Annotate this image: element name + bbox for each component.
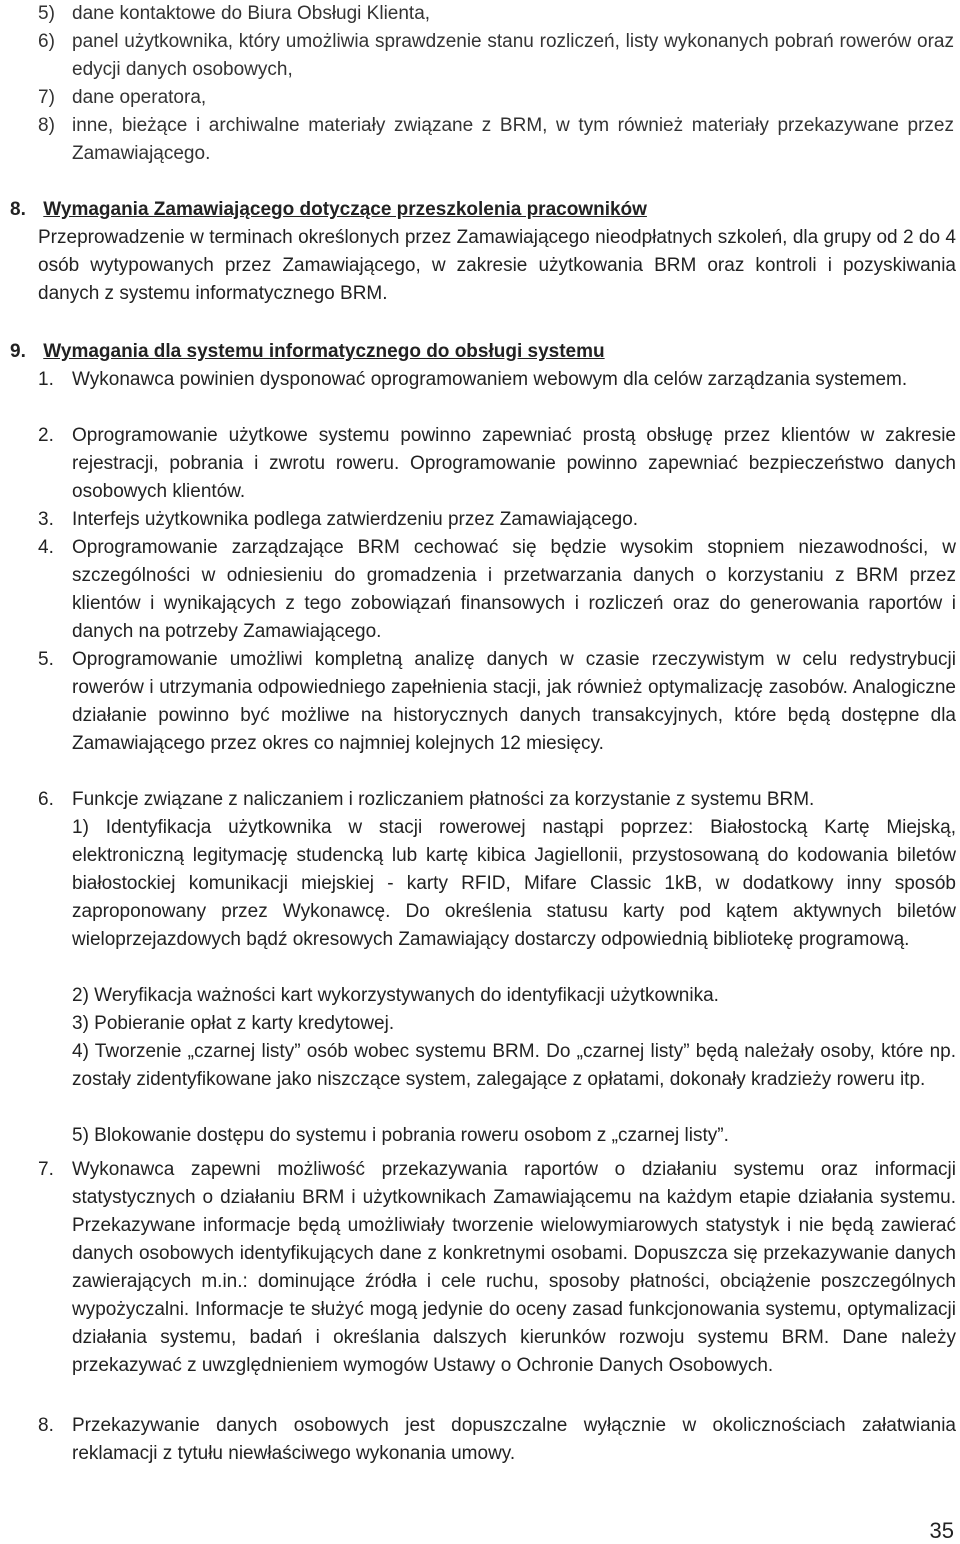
section-heading	[10, 338, 950, 366]
list-item-number: 6.	[38, 789, 54, 810]
list-item-text: Wykonawca zapewni możliwość przekazywania raportów o działaniu systemu oraz informacji statystycznych o działaniu BRM i użytkownikach Zamawiającemu na każdym etapie działania systemu. Przekazywane informacje będą umożliwiały tworzenie wielowymiarowych statystyk i nie będą zawierać danych osobowych identyfikujących dane z konkretnymi osobami. Dopuszcza się przekazywanie danych zawierających m.in.: dominujące źródła i cele ruchu, sposoby płatności, obciążenie poszczególnych wypożyczalni. Informacje te służyć mogą jedynie do oceny zasad funkcjonowania systemu, optymalizacji działania systemu, badań i określania dalszych kierunków rozwoju systemu BRM. Dane należy przekazywać z uwzględnieniem wymogów Ustawy o Ochronie Danych Osobowych.	[72, 1159, 956, 1376]
list-item-number: 3.	[38, 509, 54, 530]
list-item-number: 7.	[38, 1159, 54, 1180]
list-item-number: 7)	[38, 87, 55, 108]
list-item-text: panel użytkownika, który umożliwia sprawdzenie stanu rozliczeń, listy wykonanych pobrań rowerów oraz edycji danych osobowych,	[72, 31, 954, 80]
section-title: Wymagania Zamawiającego dotyczące przeszkolenia pracowników	[43, 199, 647, 220]
section-title: Wymagania dla systemu informatycznego do obsługi systemu	[43, 341, 605, 362]
list-item-text: Oprogramowanie umożliwi kompletną analizę danych w czasie rzeczywistym w celu redystrybucji rowerów i utrzymania odpowiedniego zapełnienia stacji, jak również optymalizację zasobów. Analogiczne działanie powinno być możliwe na historycznych danych transakcyjnych, które będą dostępne dla Zamawiającego przez okres co najmniej kolejnych 12 miesięcy.	[72, 649, 956, 754]
page-number: 35	[929, 1518, 954, 1543]
list-item-number: 5.	[38, 649, 54, 670]
list-item-number: 8)	[38, 115, 55, 136]
list-item-text: Wykonawca powinien dysponować oprogramowaniem webowym dla celów zarządzania systemem.	[72, 369, 908, 390]
list-item-number: 6)	[38, 31, 55, 52]
list-item-text: dane kontaktowe do Biura Obsługi Klienta,	[72, 3, 431, 24]
section-body: Przeprowadzenie w terminach określonych przez Zamawiającego nieodpłatnych szkoleń, dla grupy od 2 do 4 osób wytypowanych przez Zamawiającego, w zakresie użytkowania BRM oraz kontroli i pozyskiwania danych z systemu informatycznego BRM.	[38, 227, 956, 304]
list-item-number: 4.	[38, 537, 54, 558]
list-item-text: inne, bieżące i archiwalne materiały związane z BRM, w tym również materiały przekazywane przez Zamawiającego.	[72, 115, 954, 164]
list-item-text: Oprogramowanie użytkowe systemu powinno zapewniać prostą obsługę przez klientów w zakresie rejestracji, pobrania i zwrotu roweru. Oprogramowanie powinno zapewniać bezpieczeństwo danych osobowych klientów.	[72, 425, 956, 502]
list-item-text: Interfejs użytkownika podlega zatwierdzeniu przez Zamawiającego.	[72, 509, 639, 530]
sub-list-item: 5) Blokowanie dostępu do systemu i pobrania roweru osobom z „czarnej listy”.	[72, 1125, 729, 1146]
sub-list-item: 3) Pobieranie opłat z karty kredytowej.	[72, 1013, 395, 1034]
sub-list-item: 2) Weryfikacja ważności kart wykorzystywanych do identyfikacji użytkownika.	[72, 985, 719, 1006]
list-item-number: 5)	[38, 3, 55, 24]
list-item-number: 2.	[38, 425, 54, 446]
list-item-number: 8.	[38, 1415, 54, 1436]
list-item-text: dane operatora,	[72, 87, 207, 108]
section-heading	[10, 196, 950, 224]
section-number: 8.	[10, 199, 26, 220]
section-number: 9.	[10, 341, 26, 362]
list-item-text: Przekazywanie danych osobowych jest dopuszczalne wyłącznie w okolicznościach załatwiania reklamacji z tytułu niewłaściwego wykonania umowy.	[72, 1415, 956, 1464]
sub-list-item: 4) Tworzenie „czarnej listy” osób wobec systemu BRM. Do „czarnej listy” będą należały osoby, które np. zostały zidentyfikowane jako niszczące system, zalegające z opłatami, dokonały kradzieży roweru itp.	[72, 1041, 956, 1090]
list-item-text: Oprogramowanie zarządzające BRM cechować się będzie wysokim stopniem niezawodności, w szczególności w odniesieniu do gromadzenia i przetwarzania danych o korzystaniu z BRM przez klientów i wynikających z tego zobowiązań finansowych i rozliczeń oraz do generowania raportów i danych na potrzeby Zamawiającego.	[72, 537, 956, 642]
sub-list-item: 1) Identyfikacja użytkownika w stacji rowerowej nastąpi poprzez: Białostocką Kartę Miejską, elektroniczną legitymację studencką lub kartę kibica Jagiellonii, przystosowaną do kodowania biletów białostockiej komunikacji miejskiej - karty RFID, Mifare Classic 1kB, w dodatkowy inny sposób zaproponowany przez Wykonawcę. Do określenia statusu karty pod kątem aktywnych biletów wieloprzejazdowych bądź okresowych Zamawiający dostarczy odpowiednią bibliotekę programową.	[72, 817, 956, 950]
list-item-text: Funkcje związane z naliczaniem i rozliczaniem płatności za korzystanie z systemu BRM.	[72, 789, 815, 810]
list-item-number: 1.	[38, 369, 54, 390]
